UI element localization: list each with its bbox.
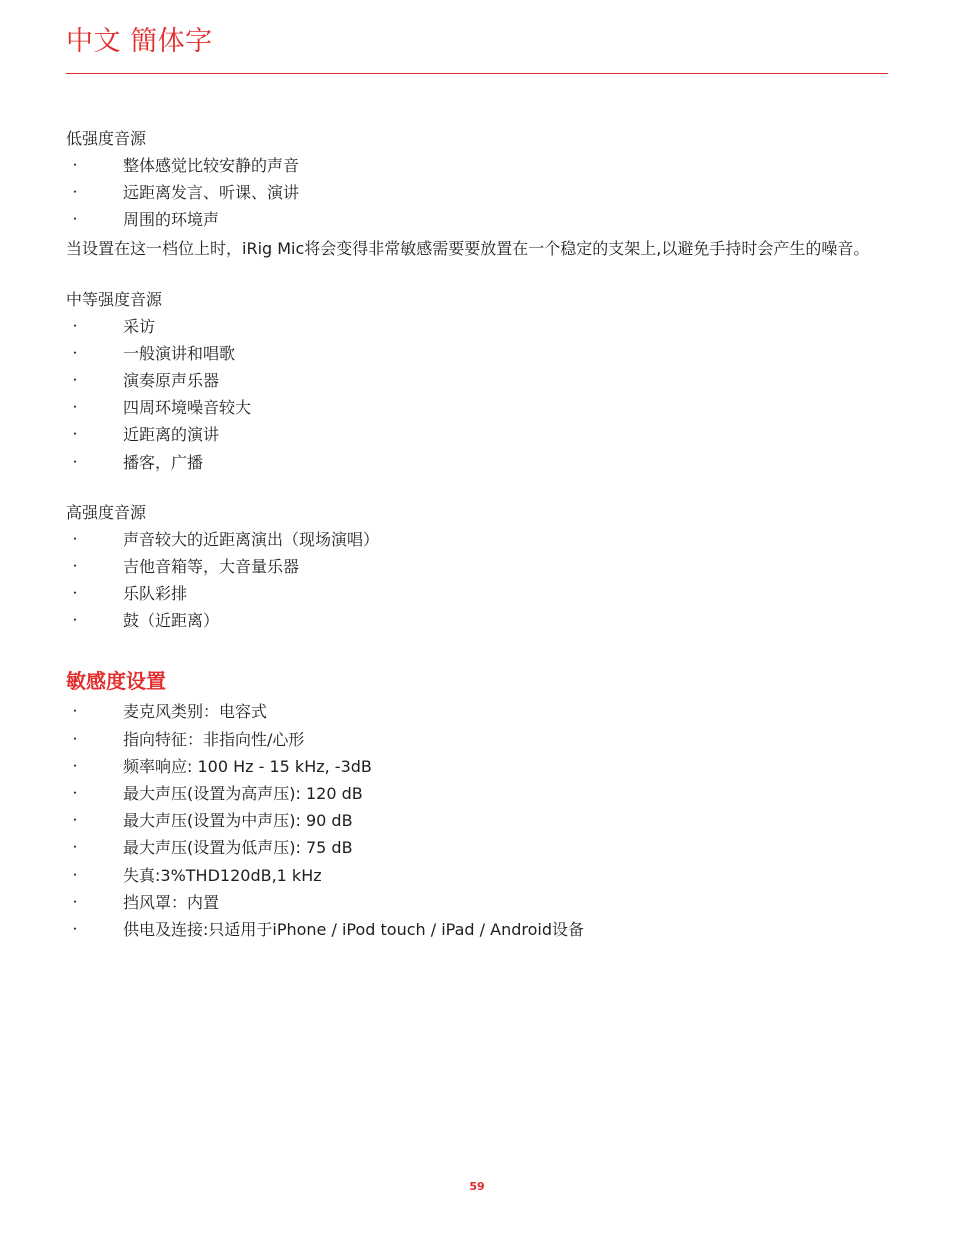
list-item: ・ 整体感觉比较安静的声音 — [66, 152, 888, 179]
bullet-icon: ・ — [69, 813, 82, 828]
bullet-icon: ・ — [69, 372, 82, 387]
list-item: ・ 频率响应: 100 Hz - 15 kHz, -3dB — [66, 753, 888, 780]
bullet-icon: ・ — [69, 613, 82, 628]
bullet-icon: ・ — [69, 731, 82, 746]
page-title: 中文 簡体字 — [66, 26, 213, 57]
bullet-list-high — [66, 526, 888, 635]
bullet-icon: ・ — [69, 345, 82, 360]
specs-heading: 敏感度设置 — [66, 669, 166, 694]
list-item: ・ 演奏原声乐器 — [66, 367, 888, 394]
bullet-icon: ・ — [69, 704, 82, 719]
section-label-high: 高强度音源 — [66, 502, 147, 522]
list-item: ・ 麦克风类别：电容式 — [66, 698, 888, 725]
list-item: ・ 挡风罩：内置 — [66, 889, 888, 916]
bullet-list-low — [66, 152, 888, 234]
bullet-icon: ・ — [69, 921, 82, 936]
list-item: ・ 近距离的演讲 — [66, 421, 888, 448]
bullet-icon: ・ — [69, 758, 82, 773]
list-item: ・ 声音较大的近距离演出（现场演唱） — [66, 526, 888, 553]
specs-list — [66, 698, 888, 943]
list-item: ・ 一般演讲和唱歌 — [66, 340, 888, 367]
list-item: ・ 采访 — [66, 313, 888, 340]
list-item: ・ 周围的环境声 — [66, 206, 888, 233]
list-item: ・ 最大声压(设置为中声压): 90 dB — [66, 807, 888, 834]
list-item: ・ 失真:3%THD120dB,1 kHz — [66, 862, 888, 889]
bullet-icon: ・ — [69, 212, 82, 227]
bullet-icon: ・ — [69, 840, 82, 855]
bullet-icon: ・ — [69, 586, 82, 601]
list-item: ・ 鼓（近距离） — [66, 607, 888, 634]
bullet-icon: ・ — [69, 158, 82, 172]
bullet-icon: ・ — [69, 454, 82, 469]
bullet-icon: ・ — [69, 867, 82, 882]
bullet-icon: ・ — [69, 400, 82, 415]
list-item: ・ 远距离发言、听课、演讲 — [66, 179, 888, 206]
section-label-low: 低强度音源 — [66, 129, 147, 148]
list-item: ・ 乐队彩排 — [66, 580, 888, 607]
low-setting-note: 当设置在这一档位上时，iRig Mic将会变得非常敏感需要要放置在一个稳定的支架上,以避免手持时会产生的噪音。 — [66, 238, 870, 258]
bullet-list-medium — [66, 313, 888, 476]
section-label-medium: 中等强度音源 — [66, 289, 163, 309]
list-item: ・ 指向特征：非指向性/心形 — [66, 726, 888, 753]
bullet-icon: ・ — [69, 894, 82, 909]
list-item: ・ 最大声压(设置为高声压): 120 dB — [66, 780, 888, 807]
page-number: 59 — [469, 1180, 485, 1193]
bullet-icon: ・ — [69, 558, 82, 573]
list-item: ・ 最大声压(设置为低声压): 75 dB — [66, 834, 888, 861]
header-divider — [66, 73, 888, 74]
list-item: ・ 四周环境噪音较大 — [66, 394, 888, 421]
main-content — [66, 125, 888, 943]
bullet-icon: ・ — [69, 786, 82, 800]
list-item: ・ 供电及连接:只适用于iPhone / iPod touch / iPad / Android设备 — [66, 916, 888, 943]
list-item: ・ 播客，广播 — [66, 449, 888, 476]
bullet-icon: ・ — [69, 427, 82, 442]
list-item: ・ 吉他音箱等，大音量乐器 — [66, 553, 888, 580]
bullet-icon: ・ — [69, 318, 82, 333]
bullet-icon: ・ — [69, 531, 82, 546]
bullet-icon: ・ — [69, 185, 82, 200]
